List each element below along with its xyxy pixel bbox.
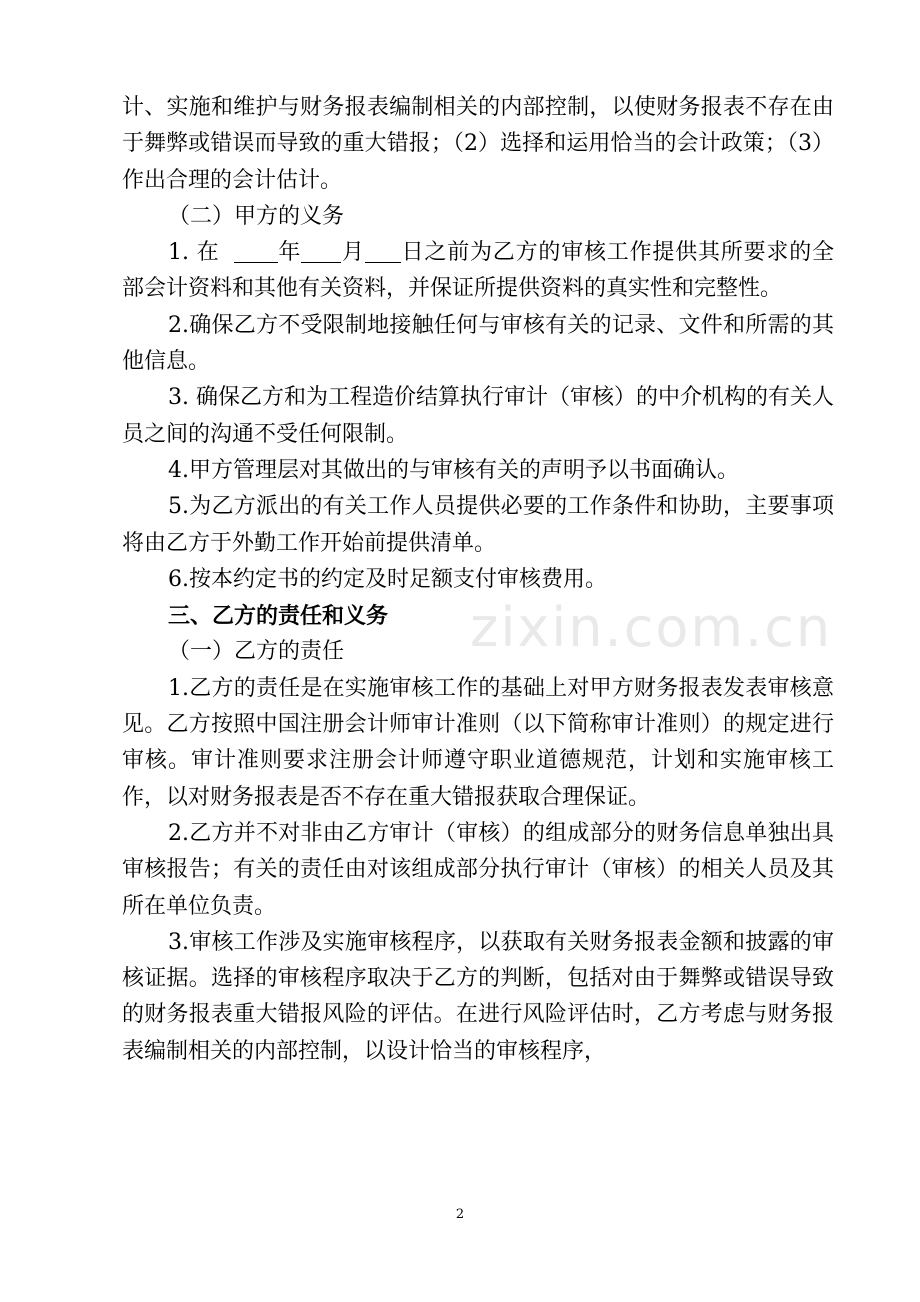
obligation-item-5: 5.为乙方派出的有关工作人员提供必要的工作条件和协助，主要事项将由乙方于外勤工作开始前提供清单。 [122, 494, 834, 556]
section-heading-party-b: 三、乙方的责任和义务 [168, 603, 389, 630]
month-label: 月 [341, 240, 365, 266]
watermark-text: zixin.com.cn [470, 596, 833, 659]
obligation-item-1-rest: 日之前为乙方的审核工作提供其所要求的全部会计资料和其他有关资料，并保证所提供资料的真实性和完整性。 [122, 240, 834, 302]
obligation-item-1-prefix: 1. 在 [168, 240, 220, 266]
obligation-item-3: 3. 确保乙方和为工程造价结算执行审计（审核）的中介机构的有关人员之间的沟通不受任何限制。 [122, 385, 834, 447]
obligation-item-1 [122, 235, 834, 308]
subsection-heading-party-b-responsibility: （一）乙方的责任 [168, 639, 345, 665]
day-blank [365, 240, 401, 263]
page-number: 2 [455, 1207, 465, 1222]
document-body [122, 90, 834, 1070]
month-blank [301, 240, 341, 263]
section-heading-party-a-obligations: （二）甲方的义务 [168, 203, 345, 229]
year-blank [234, 240, 278, 263]
paragraph-continuation: 计、实施和维护与财务报表编制相关的内部控制，以使财务报表不存在由于舞弊或错误而导致的重大错报；（2）选择和运用恰当的会计政策；（3）作出合理的会计估计。 [122, 95, 834, 193]
responsibility-item-3: 3.审核工作涉及实施审核程序，以获取有关财务报表金额和披露的审核证据。选择的审核程序取决于乙方的判断，包括对由于舞弊或错误导致的财务报表重大错报风险的评估。在进行风险评估时，乙方考虑与财务报表编制相关的内部控制，以设计恰当的审核程序， [122, 929, 834, 1064]
responsibility-item-1: 1.乙方的责任是在实施审核工作的基础上对甲方财务报表发表审核意见。乙方按照中国注册会计师审计准则（以下简称审计准则）的规定进行审核。审计准则要求注册会计师遵守职业道德规范，计划和实施审核工作，以对财务报表是否不存在重大错报获取合理保证。 [122, 675, 834, 810]
responsibility-item-2: 2.乙方并不对非由乙方审计（审核）的组成部分的财务信息单独出具审核报告；有关的责任由对该组成部分执行审计（审核）的相关人员及其所在单位负责。 [122, 820, 834, 919]
obligation-item-6: 6.按本约定书的约定及时足额支付审核费用。 [168, 566, 607, 592]
obligation-item-4: 4.甲方管理层对其做出的与审核有关的声明予以书面确认。 [168, 457, 739, 483]
obligation-item-2: 2.确保乙方不受限制地接触任何与审核有关的记录、文件和所需的其他信息。 [122, 312, 834, 375]
year-label: 年 [277, 240, 302, 266]
